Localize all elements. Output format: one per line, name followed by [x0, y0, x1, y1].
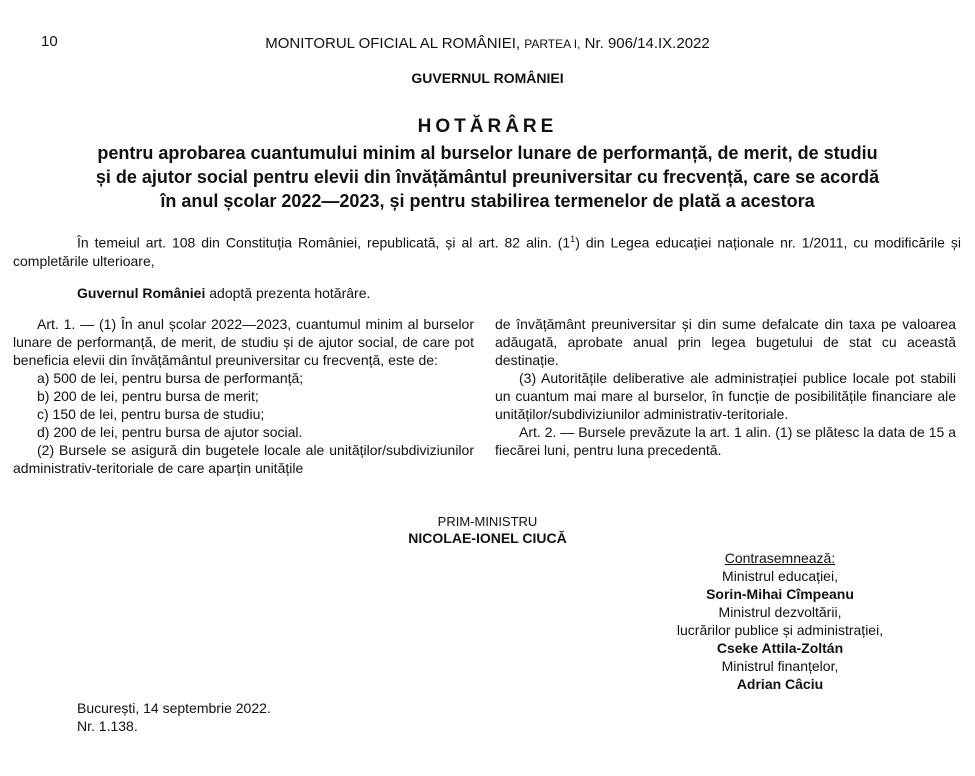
signatory-role: PRIM-MINISTRU [437, 514, 538, 529]
countersign-heading: Contrasemnează: [724, 550, 836, 566]
document-type: HOTĂRÂRE [417, 116, 558, 137]
adoption-subject: Guvernul României [77, 285, 206, 301]
running-header [0, 35, 975, 52]
list-item: c) 150 de lei, pentru bursa de studiu; [37, 406, 265, 422]
preamble-text-end: ) din Legea educației naționale nr. 1/2011, cu modificările și completările ulterioare, [13, 234, 961, 269]
minister-name: Cseke Attila-Zoltán [716, 640, 844, 656]
preamble-superscript: 1 [570, 234, 576, 244]
article-1-paragraph-1: Art. 1. — (1) În anul școlar 2022—2023, cuantumul minim al burselor lunare de performanță, de merit, de studiu și de ajutor social, de care pot beneficia elevii din învățământul preuniversitar cu frecvență, este de: [13, 316, 474, 368]
article-1-paragraph-2-end: de învățământ preuniversitar și din sume defalcate din taxa pe valoarea adăugată, aprobate anual prin legea bugetului de stat cu această destinație. [495, 316, 956, 368]
article-1-paragraph-3: (3) Autoritățile deliberative ale administrației publice locale pot stabili un cuantum mai mare al burselor, în funcție de posibilitățile financiare ale unităților/subdiviziunilor administrativ-teritoriale. [495, 370, 956, 422]
page-number: 10 [41, 33, 58, 50]
minister-role: Ministrul dezvoltării, [718, 604, 842, 620]
adoption-rest: adoptă prezenta hotărâre. [205, 285, 371, 301]
minister-name: Sorin-Mihai Cîmpeanu [706, 586, 854, 602]
document-title [0, 141, 975, 213]
countersignatures [560, 549, 975, 693]
adoption-formula [77, 285, 370, 301]
issuer: GUVERNUL ROMÂNIEI [411, 70, 564, 86]
minister-role: Ministrul educației, [722, 568, 838, 584]
right-column [495, 315, 956, 459]
list-item: a) 500 de lei, pentru bursa de performanță; [37, 370, 304, 386]
article-1-paragraph-2-start: (2) Bursele se asigură din bugetele locale ale unităților/subdiviziunilor administrativ-teritoriale de care aparțin unitățile [13, 442, 474, 476]
title-line: și de ajutor social pentru elevii din învățământul preuniversitar cu frecvență, care se acordă [95, 167, 880, 187]
minister-role: lucrărilor publice și administrației, [676, 622, 884, 638]
preamble [13, 230, 961, 270]
issue-number: Nr. 906/14.IX.2022 [584, 35, 710, 52]
title-line: pentru aprobarea cuantumului minim al burselor lunare de performanță, de merit, de studiu [97, 143, 878, 163]
place-and-date-block [77, 699, 271, 735]
decision-number: Nr. 1.138. [77, 718, 138, 734]
preamble-text: În temeiul art. 108 din Constituția României, republicată, și al art. 82 alin. (1 [77, 234, 571, 251]
place-date: București, 14 septembrie 2022. [77, 700, 271, 716]
signatory-name: NICOLAE-IONEL CIUCĂ [408, 530, 567, 546]
list-item: b) 200 de lei, pentru bursa de merit; [37, 388, 259, 404]
title-line: în anul școlar 2022—2023, și pentru stabilirea termenelor de plată a acestora [160, 191, 815, 211]
article-2: Art. 2. — Bursele prevăzute la art. 1 alin. (1) se plătesc la data de 15 a fiecărei luni, pentru luna precedentă. [495, 424, 956, 458]
publication-name: MONITORUL OFICIAL AL ROMÂNIEI, [265, 35, 521, 52]
list-item: d) 200 de lei, pentru bursa de ajutor social. [37, 424, 303, 440]
minister-name: Adrian Câciu [736, 676, 824, 692]
minister-role: Ministrul finanțelor, [721, 658, 839, 674]
publication-part: PARTEA I, [524, 37, 581, 51]
left-column [13, 315, 474, 477]
